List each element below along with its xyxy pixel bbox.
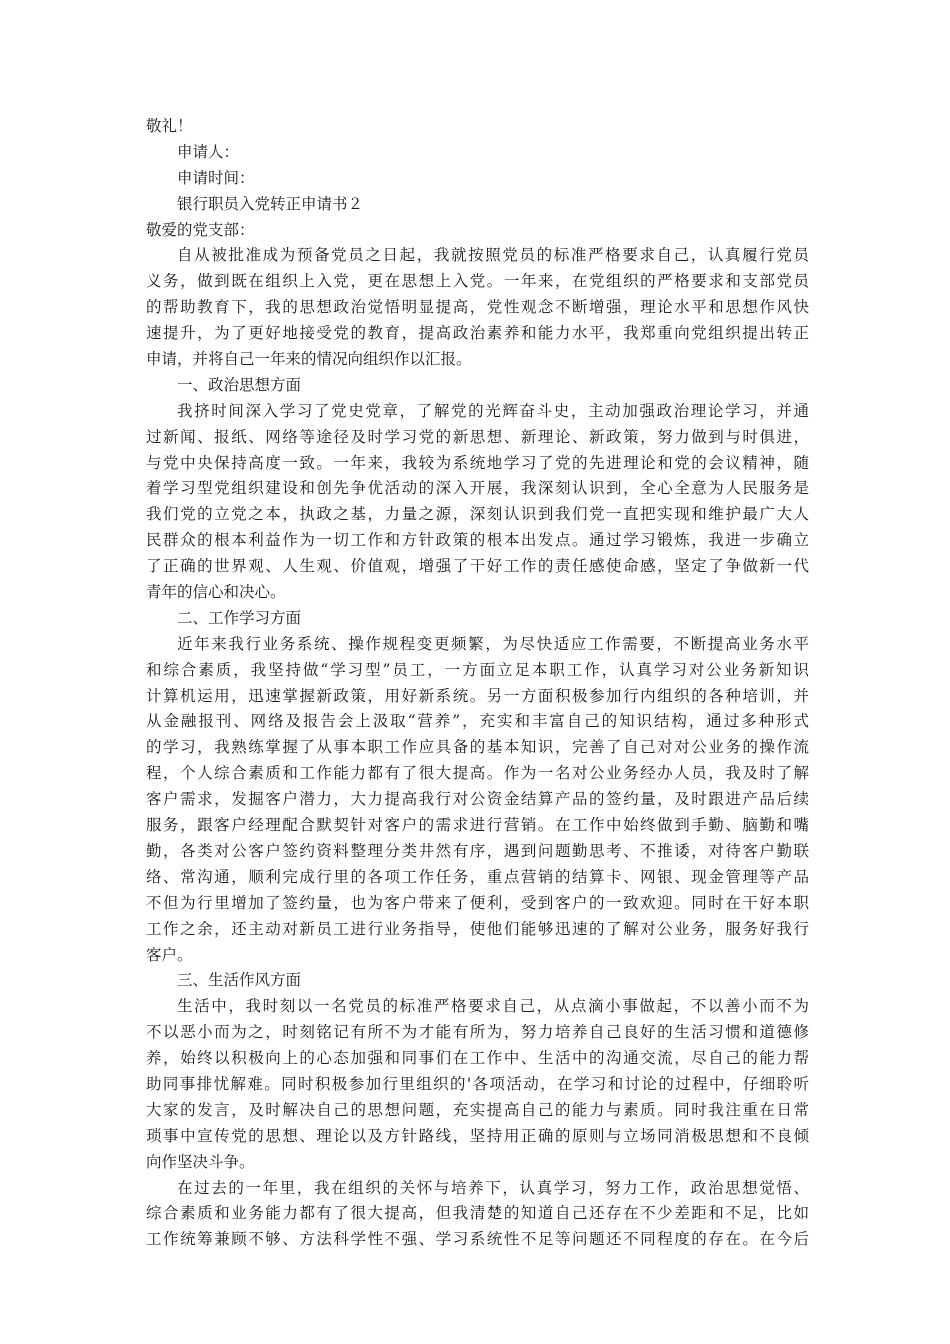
body-line: 民群众的根本利益作为一切工作和方针政策的根本出发点。通过学习锻炼，我进一步确立 — [146, 531, 809, 550]
section-heading: 一、政治思想方面 — [177, 375, 302, 394]
body-line: 义务，做到既在组织上入党，更在思想上入党。一年来，在党组织的严格要求和支部党员 — [146, 272, 809, 291]
body-line: 工作之余，还主动对新员工进行业务指导，使他们能够迅速的了解对公业务，服务好我行 — [146, 919, 809, 938]
body-line: 速提升，为了更好地接受党的教育，提高政治素养和能力水平，我郑重向党组织提出转正 — [146, 324, 809, 343]
body-line: 琐事中宣传党的思想、理论以及方针路线，坚持用正确的原则与立场同消极思想和不良倾 — [146, 1126, 809, 1145]
body-line: 不但为行里增加了签约量，也为客户带来了便利，受到客户的一致欢迎。同时在干好本职 — [146, 893, 809, 912]
salutation: 敬爱的党支部： — [146, 220, 255, 239]
date-label: 申请时间： — [177, 168, 255, 187]
body-line: 客户。 — [146, 945, 193, 964]
body-line: 与党中央保持高度一致。一年来，我较为系统地学习了党的先进理论和党的会议精神，随 — [146, 453, 809, 472]
body-line: 着学习型党组织建设和创先争优活动的深入开展，我深刻认识到，全心全意为人民服务是 — [146, 479, 809, 498]
body-line: 青年的信心和决心。 — [146, 583, 286, 602]
body-line: 近年来我行业务系统、操作规程变更频繁，为尽快适应工作需要，不断提高业务水平 — [177, 634, 809, 653]
body-line: 程，个人综合素质和工作能力都有了很大提高。作为一名对公业务经办人员，我及时了解 — [146, 764, 809, 783]
body-line: 的学习，我熟练掌握了从事本职工作应具备的基本知识，完善了自己对对公业务的操作流 — [146, 738, 809, 757]
body-line: 我挤时间深入学习了党史党章，了解党的光辉奋斗史，主动加强政治理论学习，并通 — [177, 401, 809, 420]
body-line: 助同事排忧解难。同时积极参加行里组织的'各项活动，在学习和讨论的过程中，仔细聆听 — [146, 1074, 809, 1093]
body-line: 申请，并将自己一年来的情况向组织作以汇报。 — [146, 350, 472, 369]
body-line: 了正确的世界观、人生观、价值观，增强了干好工作的责任感使命感，坚定了争做新一代 — [146, 557, 809, 576]
body-line: 自从被批准成为预备党员之日起，我就按照党员的标准严格要求自己，认真履行党员 — [177, 246, 809, 265]
body-line: 养，始终以积极向上的心态加强和同事们在工作中、生活中的沟通交流，尽自己的能力帮 — [146, 1049, 809, 1068]
body-line: 大家的发言，及时解决自己的思想问题，充实提高自己的能力与素质。同时我注重在日常 — [146, 1100, 809, 1119]
body-line: 络、常沟通，顺利完成行里的各项工作任务，重点营销的结算卡、网银、现金管理等产品 — [146, 867, 809, 886]
section-heading: 二、工作学习方面 — [177, 608, 302, 627]
body-line: 在过去的一年里，我在组织的关怀与培养下，认真学习，努力工作，政治思想觉悟、 — [177, 1178, 809, 1197]
body-line: 的帮助教育下，我的思想政治觉悟明显提高，党性观念不断增强，理论水平和思想作风快 — [146, 298, 809, 317]
body-line: 计算机运用，迅速掌握新政策，用好新系统。另一方面积极参加行内组织的各种培训，并 — [146, 686, 809, 705]
applicant-label: 申请人： — [177, 142, 240, 161]
section-heading: 三、生活作风方面 — [177, 971, 302, 990]
body-line: 从金融报刊、网络及报告会上汲取“营养”，充实和丰富自己的知识结构，通过多种形式 — [146, 712, 809, 731]
document-subtitle: 银行职员入党转正申请书２ — [177, 194, 364, 213]
body-line: 生活中，我时刻以一名党员的标准严格要求自己，从点滴小事做起，不以善小而不为 — [177, 997, 809, 1016]
body-line: 综合素质和业务能力都有了很大提高，但我清楚的知道自己还存在不少差距和不足，比如 — [146, 1204, 809, 1223]
body-line: 和综合素质，我坚持做“学习型”员工，一方面立足本职工作，认真学习对公业务新知识 — [146, 660, 809, 679]
body-line: 不以恶小而为之，时刻铭记有所不为才能有所为，努力培养自己良好的生活习惯和道德修 — [146, 1023, 809, 1042]
body-line: 过新闻、报纸、网络等途径及时学习党的新思想、新理论、新政策，努力做到与时俱进， — [146, 427, 809, 446]
document-page — [146, 114, 809, 1253]
body-line: 客户需求，发掘客户潜力，大力提高我行对公资金结算产品的签约量，及时跟进产品后续 — [146, 790, 809, 809]
body-line: 向作坚决斗争。 — [146, 1152, 255, 1171]
body-line: 我们党的立党之本，执政之基，力量之源，深刻认识到我们党一直把实现和维护最广大人 — [146, 505, 809, 524]
closing-line: 敬礼！ — [146, 117, 193, 135]
body-line: 工作统筹兼顾不够、方法科学性不强、学习系统性不足等问题还不同程度的存在。在今后 — [146, 1230, 809, 1249]
body-line: 勤，各类对公客户签约资料整理分类井然有序，遇到问题勤思考、不推诿，对待客户勤联 — [146, 841, 809, 860]
body-line: 服务，跟客户经理配合默契针对客户的需求进行营销。在工作中始终做到手勤、脑勤和嘴 — [146, 816, 809, 835]
